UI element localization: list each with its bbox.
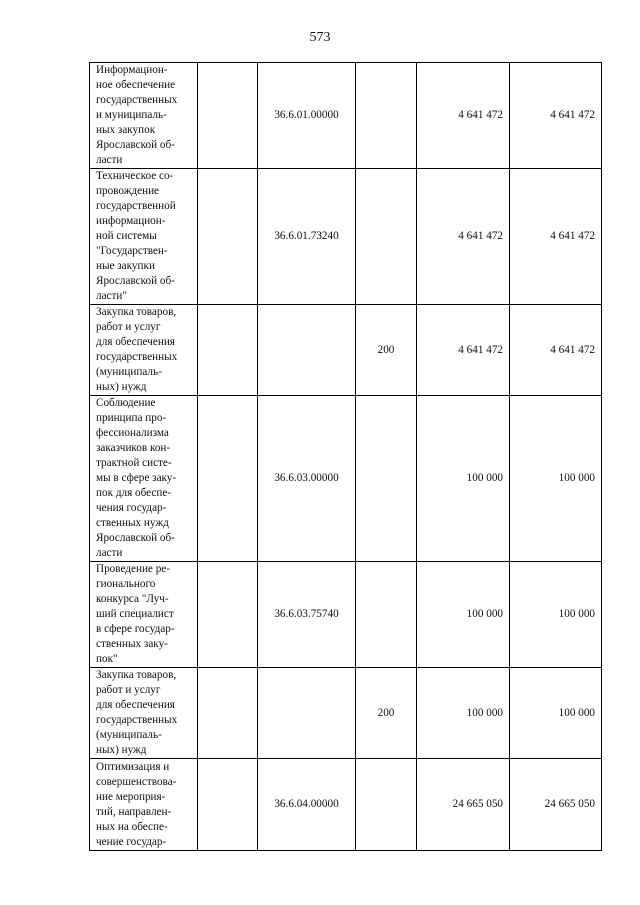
row-name-line: для обеспечения bbox=[96, 699, 175, 711]
row-name-line: чение государ- bbox=[96, 835, 167, 848]
row-name-line: Ярославской об- bbox=[96, 139, 175, 151]
table-row bbox=[90, 562, 602, 668]
row-name-line: Соблюдение bbox=[96, 397, 156, 409]
budget-table-body bbox=[90, 63, 602, 851]
row-name-line: ший специалист bbox=[96, 608, 174, 620]
row-amount-cell: 4 641 472 bbox=[510, 63, 602, 169]
row-code-cell: 36.6.04.00000 bbox=[258, 759, 356, 851]
row-name-cell bbox=[90, 169, 198, 305]
row-name-line: пок" bbox=[96, 653, 118, 665]
row-amount-cell: 100 000 bbox=[510, 396, 602, 562]
row-amount-cell: 24 665 050 bbox=[417, 759, 510, 851]
row-name-line: ласти bbox=[96, 547, 123, 559]
row-name-line: работ и услуг bbox=[96, 321, 161, 333]
row-empty-cell bbox=[198, 169, 258, 305]
row-amount-cell: 100 000 bbox=[417, 396, 510, 562]
row-expense-type-cell bbox=[356, 759, 417, 851]
row-name-cell bbox=[90, 396, 198, 562]
row-name-line: мы в сфере заку- bbox=[96, 472, 177, 484]
row-name-line: ных закупок bbox=[96, 124, 156, 136]
table-row bbox=[90, 668, 602, 759]
row-expense-type-cell bbox=[356, 562, 417, 668]
table-row bbox=[90, 759, 602, 851]
row-name-line: в сфере государ- bbox=[96, 623, 175, 635]
row-name-line: ных) нужд bbox=[96, 381, 147, 393]
row-amount-cell: 100 000 bbox=[510, 562, 602, 668]
row-name-line: ственных заку- bbox=[96, 638, 168, 650]
row-empty-cell bbox=[198, 668, 258, 759]
row-amount-cell: 24 665 050 bbox=[510, 759, 602, 851]
budget-table bbox=[89, 62, 602, 851]
row-name-line: Техническое со- bbox=[96, 170, 174, 182]
row-amount-cell: 100 000 bbox=[510, 668, 602, 759]
row-name-line: принципа про- bbox=[96, 412, 167, 424]
row-amount-cell: 100 000 bbox=[417, 562, 510, 668]
row-name-cell bbox=[90, 63, 198, 169]
page-number: 573 bbox=[309, 30, 331, 45]
row-expense-type-cell bbox=[356, 63, 417, 169]
table-row bbox=[90, 169, 602, 305]
row-name-line: ных на обеспе- bbox=[96, 820, 168, 833]
row-name-line: гионального bbox=[96, 578, 156, 590]
row-name-cell bbox=[90, 759, 198, 851]
row-code-cell bbox=[258, 305, 356, 396]
row-code-cell: 36.6.01.00000 bbox=[258, 63, 356, 169]
row-name-cell bbox=[90, 305, 198, 396]
row-code-cell bbox=[258, 668, 356, 759]
row-name-line: Оптимизация и bbox=[96, 760, 170, 773]
row-amount-cell: 4 641 472 bbox=[510, 169, 602, 305]
table-row bbox=[90, 305, 602, 396]
row-name-cell bbox=[90, 668, 198, 759]
row-code-cell: 36.6.03.00000 bbox=[258, 396, 356, 562]
row-code-cell: 36.6.03.75740 bbox=[258, 562, 356, 668]
row-name-line: "Государствен- bbox=[96, 245, 168, 257]
row-name-line: пок для обеспе- bbox=[96, 487, 172, 499]
table-row bbox=[90, 63, 602, 169]
row-name-line: Закупка товаров, bbox=[96, 669, 177, 681]
row-name-line: совершенствова- bbox=[96, 775, 177, 788]
row-name-line: государственных bbox=[96, 94, 178, 106]
row-name-line: работ и услуг bbox=[96, 684, 161, 696]
row-name-line: провождение bbox=[96, 185, 160, 197]
row-name-cell bbox=[90, 562, 198, 668]
row-name-line: Ярославской об- bbox=[96, 532, 175, 544]
row-name-line: государственных bbox=[96, 714, 178, 726]
row-empty-cell bbox=[198, 396, 258, 562]
row-name-line: ной системы bbox=[96, 230, 157, 242]
row-name-line: Закупка товаров, bbox=[96, 306, 177, 318]
row-name-line: трактной систе- bbox=[96, 457, 172, 469]
row-name-line: тий, направлен- bbox=[96, 805, 172, 818]
row-code-cell: 36.6.01.73240 bbox=[258, 169, 356, 305]
row-name-line: государственной bbox=[96, 200, 176, 212]
row-name-line: ные закупки bbox=[96, 260, 155, 272]
row-expense-type-cell: 200 bbox=[356, 668, 417, 759]
row-expense-type-cell bbox=[356, 169, 417, 305]
row-name-line: Информацион- bbox=[96, 64, 168, 76]
row-amount-cell: 4 641 472 bbox=[417, 305, 510, 396]
row-name-line: и муниципаль- bbox=[96, 109, 167, 121]
row-amount-cell: 100 000 bbox=[417, 668, 510, 759]
row-name-line: фессионализма bbox=[96, 427, 169, 439]
row-name-line: конкурса "Луч- bbox=[96, 593, 169, 605]
row-name-line: государственных bbox=[96, 351, 178, 363]
row-name-line: для обеспечения bbox=[96, 336, 175, 348]
row-name-line: (муниципаль- bbox=[96, 729, 162, 741]
row-empty-cell bbox=[198, 63, 258, 169]
row-name-line: чения государ- bbox=[96, 502, 167, 514]
row-name-line: ных) нужд bbox=[96, 744, 147, 756]
row-name-line: ласти bbox=[96, 154, 123, 166]
row-empty-cell bbox=[198, 759, 258, 851]
row-amount-cell: 4 641 472 bbox=[417, 63, 510, 169]
row-name-line: ное обеспечение bbox=[96, 79, 176, 91]
row-empty-cell bbox=[198, 305, 258, 396]
row-expense-type-cell: 200 bbox=[356, 305, 417, 396]
row-amount-cell: 4 641 472 bbox=[510, 305, 602, 396]
row-name-line: (муниципаль- bbox=[96, 366, 162, 378]
row-amount-cell: 4 641 472 bbox=[417, 169, 510, 305]
table-row bbox=[90, 396, 602, 562]
row-name-line: ние мероприя- bbox=[96, 790, 166, 803]
row-name-line: информацион- bbox=[96, 215, 166, 227]
row-name-line: заказчиков кон- bbox=[96, 442, 171, 454]
row-name-line: Ярославской об- bbox=[96, 275, 175, 287]
row-empty-cell bbox=[198, 562, 258, 668]
row-expense-type-cell bbox=[356, 396, 417, 562]
row-name-line: ласти" bbox=[96, 290, 127, 302]
row-name-line: Проведение ре- bbox=[96, 563, 170, 575]
row-name-line: ственных нужд bbox=[96, 517, 169, 529]
